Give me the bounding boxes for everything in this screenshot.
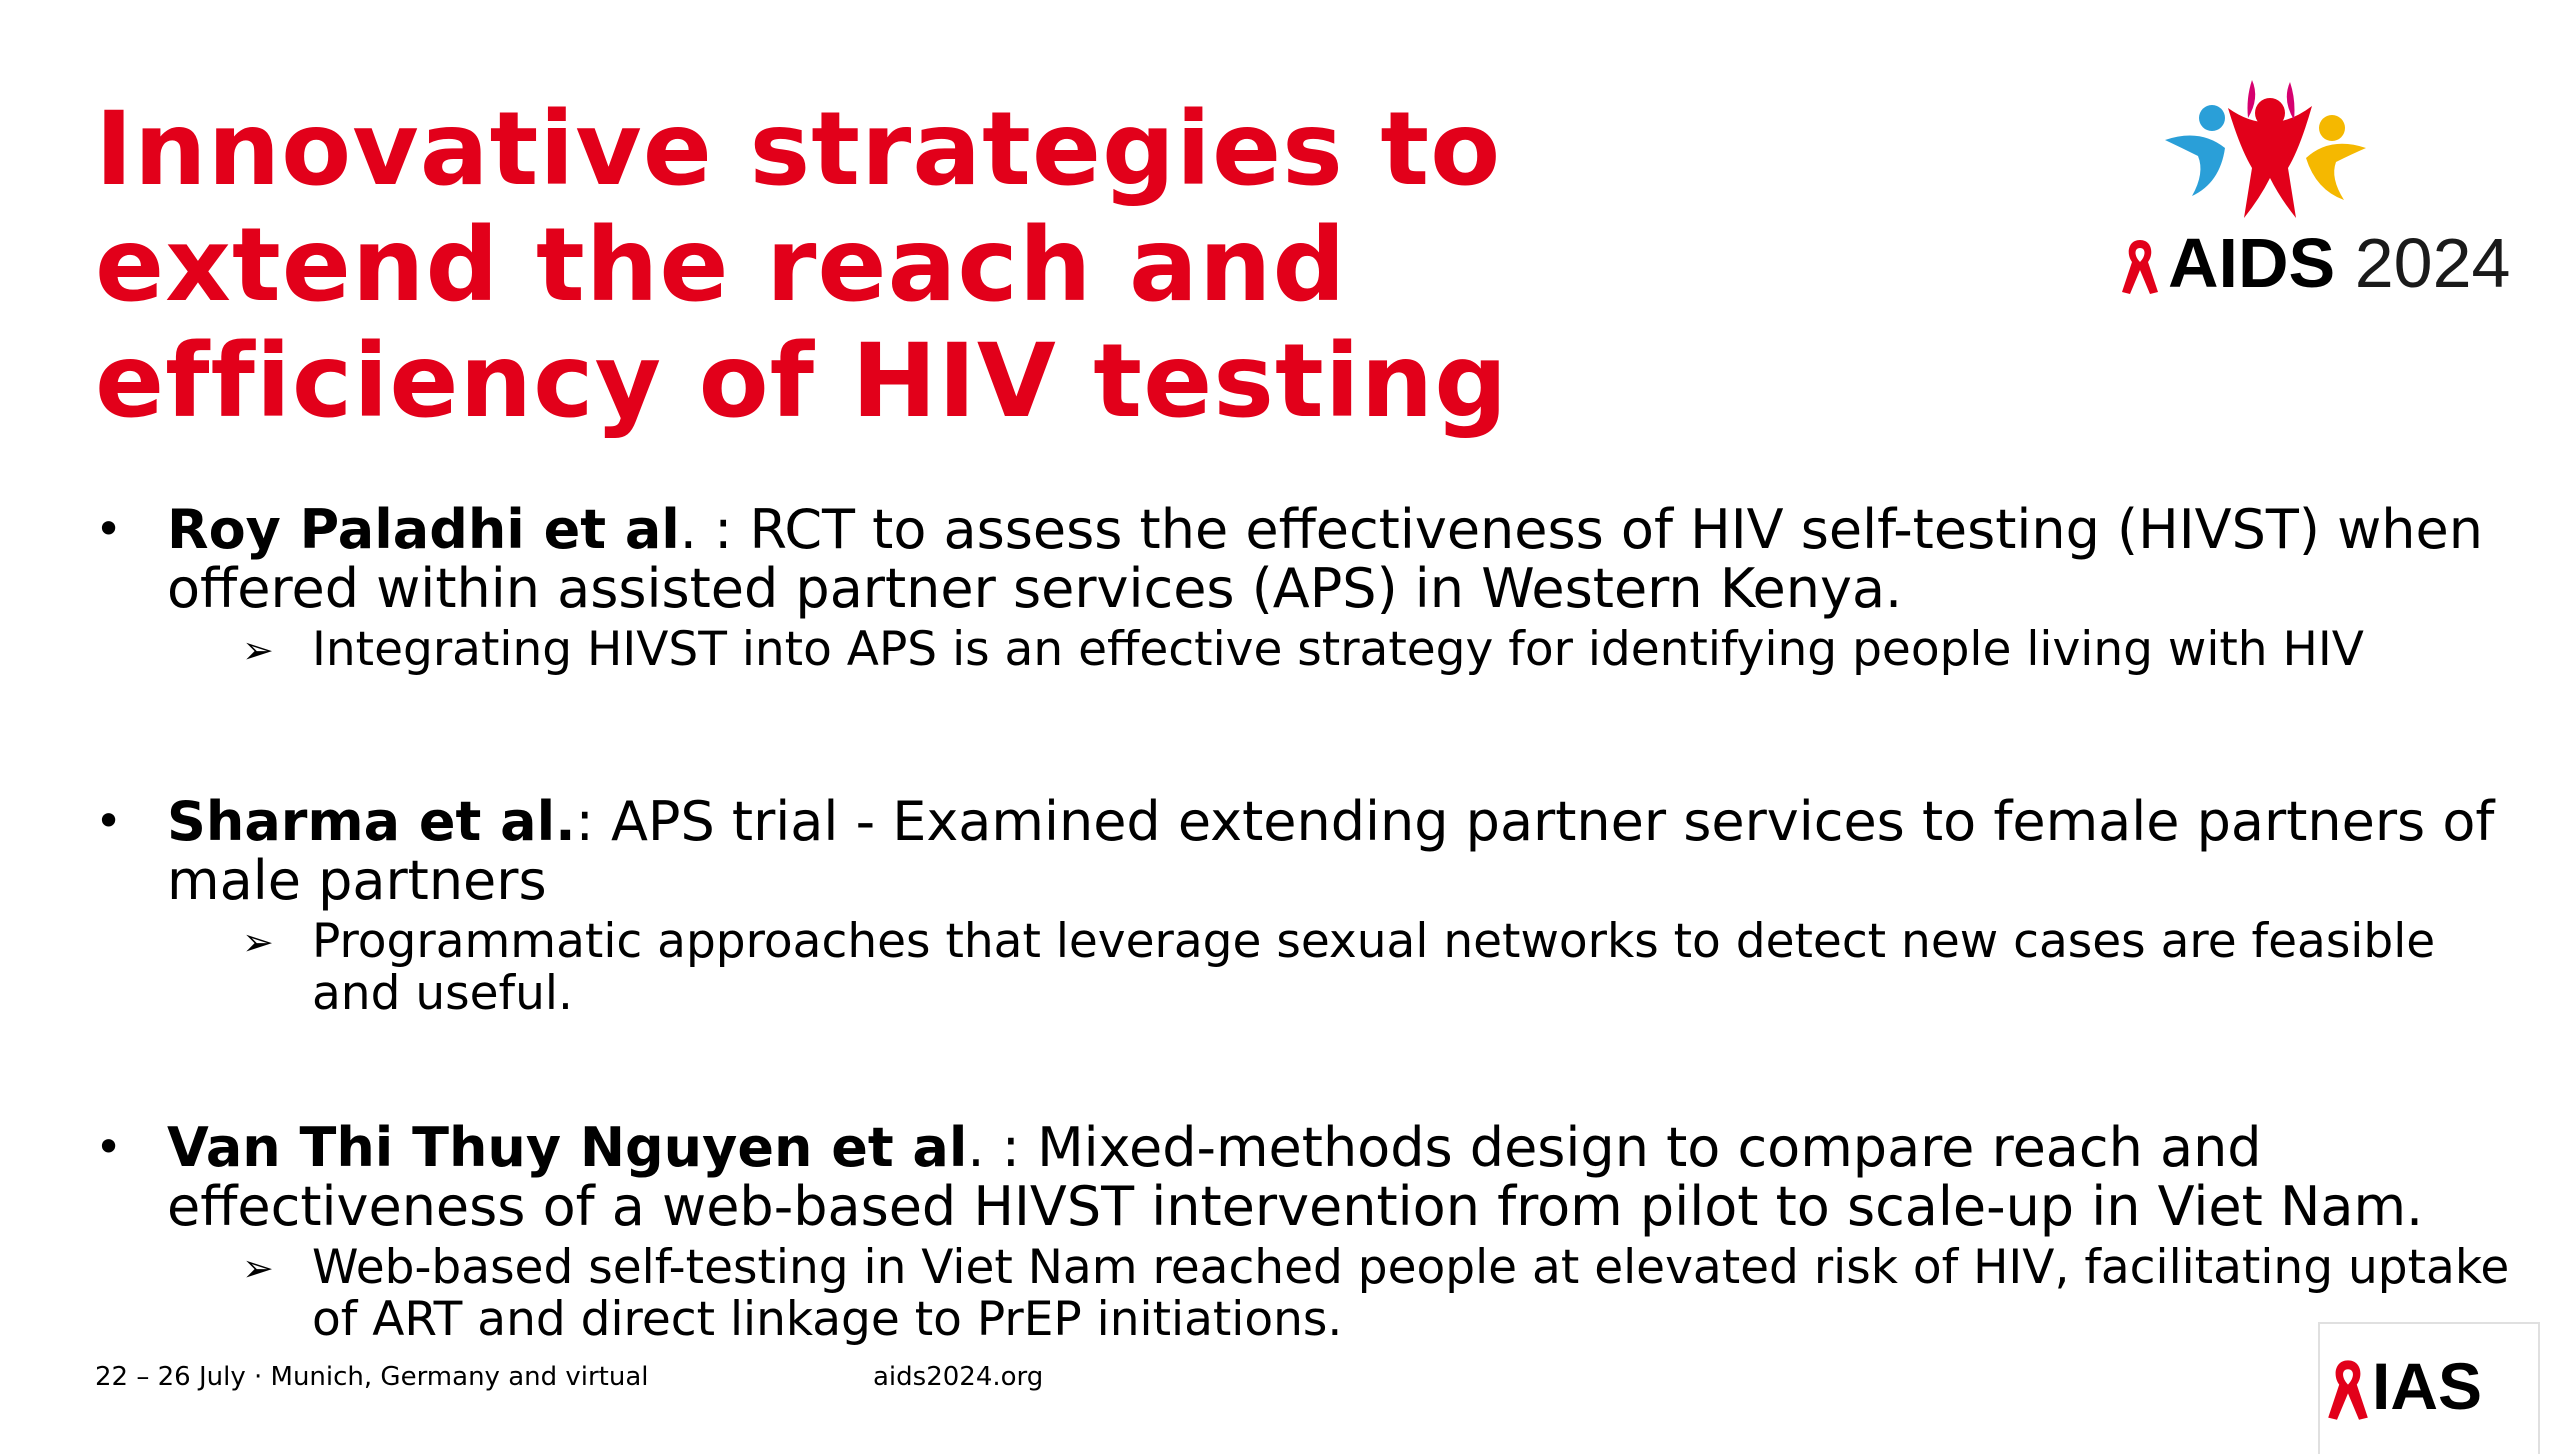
year-label: 2024 <box>2354 224 2511 302</box>
slide-title <box>95 92 1655 440</box>
study-author: Sharma et al. <box>167 790 576 853</box>
study-author: Van Thi Thuy Nguyen et al <box>167 1116 968 1179</box>
study-summary <box>95 792 2515 910</box>
title-line-2: extend the reach and <box>95 206 1347 325</box>
bullet: • <box>95 502 123 556</box>
title-line-3: efficiency of HIV testing <box>95 322 1509 441</box>
aids-figures-icon <box>2120 78 2520 238</box>
footer-website[interactable]: aids2024.org <box>873 1362 1044 1392</box>
study-summary <box>95 500 2515 618</box>
bullet: • <box>95 1120 123 1174</box>
study-finding <box>95 1242 2515 1346</box>
finding-item <box>95 500 2515 676</box>
ias-wordmark: IAS <box>2372 1349 2483 1423</box>
finding-text: Programmatic approaches that leverage sexual networks to detect new cases are feasible and useful. <box>312 914 2436 1021</box>
ias-logo <box>2318 1322 2540 1454</box>
aids-2024-logo <box>2120 78 2520 308</box>
study-description: . : RCT to assess the effectiveness of HIV self-testing (HIVST) when offered within assisted partner services (APS) in Western Kenya. <box>167 498 2483 620</box>
aids-label: AIDS <box>2168 224 2336 302</box>
red-ribbon-icon <box>2326 1356 2370 1422</box>
study-author: Roy Paladhi et al <box>167 498 680 561</box>
footer-dates: 22 – 26 July · Munich, Germany and virtual <box>95 1362 649 1392</box>
bullet: • <box>95 794 123 848</box>
aids-2024-wordmark <box>2168 223 2510 303</box>
study-description: . : Mixed-methods design to compare reach and effectiveness of a web-based HIVST intervention from pilot to scale-up in Viet Nam. <box>167 1116 2424 1238</box>
red-ribbon-icon <box>2120 236 2160 296</box>
study-summary <box>95 1118 2515 1236</box>
title-line-1: Innovative strategies to <box>95 90 1502 209</box>
study-finding <box>95 624 2515 676</box>
arrow-bullet-icon: ➢ <box>242 920 274 964</box>
arrow-bullet-icon: ➢ <box>242 1246 274 1290</box>
finding-text: Web-based self-testing in Viet Nam reached people at elevated risk of HIV, facilitating uptake of ART and direct linkage to PrEP initiations. <box>312 1240 2510 1347</box>
finding-text: Integrating HIVST into APS is an effective strategy for identifying people living with HIV <box>312 622 2364 677</box>
study-description: : APS trial - Examined extending partner services to female partners of male partners <box>167 790 2495 912</box>
arrow-bullet-icon: ➢ <box>242 628 274 672</box>
finding-item <box>95 792 2515 1020</box>
study-finding <box>95 916 2515 1020</box>
finding-item <box>95 1118 2515 1346</box>
